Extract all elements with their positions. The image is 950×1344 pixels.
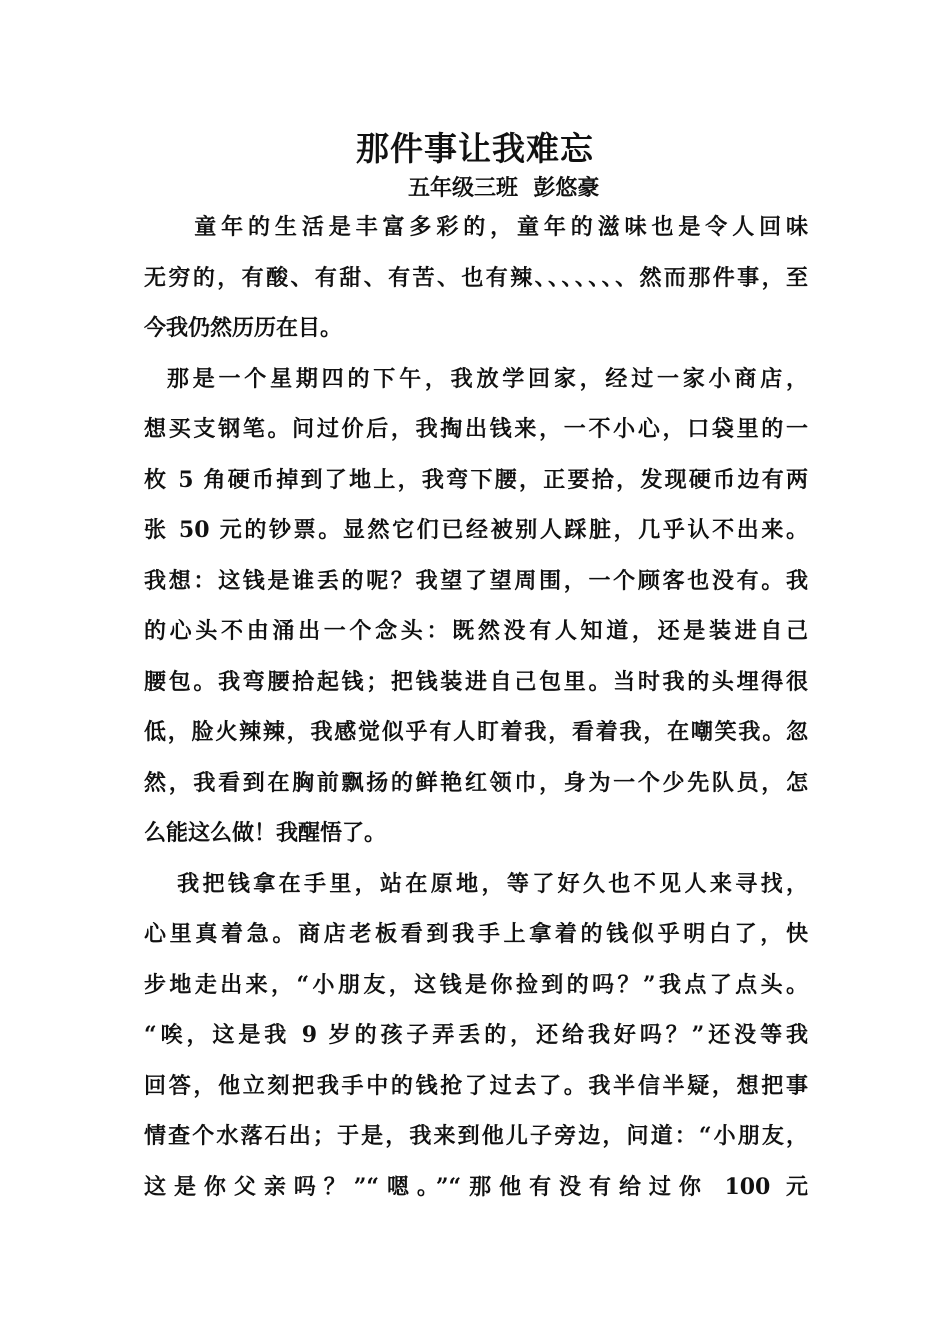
text-line: 么能这么做！我醒悟了。 (144, 820, 387, 846)
text-line: 心里真着急。商店老板看到我手上拿着的钱似乎明白了，快 (144, 921, 808, 947)
text-line: 童年的生活是丰富多彩的，童年的滋味也是令人回味 (144, 214, 808, 240)
text-line: 这是你父亲吗？”“嗯。”“那他有没有给过你 100 元 (144, 1173, 808, 1200)
text-line: 回答，他立刻把我手中的钱抢了过去了。我半信半疑，想把事 (144, 1072, 808, 1099)
text-line: 腰包。我弯腰拾起钱；把钱装进自己包里。当时我的头埋得很 (144, 668, 808, 695)
text-line: 张 50 元的钞票。显然它们已经被别人踩脏，几乎认不出来。 (144, 517, 808, 543)
text-line: 无穷的，有酸、有甜、有苦、也有辣、、、、、、、然而那件事，至 (144, 264, 808, 291)
text-line: 今我仍然历历在目。 (144, 315, 343, 341)
text-line: 枚 5 角硬币掉到了地上，我弯下腰，正要拾，发现硬币边有两 (144, 466, 808, 493)
text-line: 我把钱拿在手里，站在原地，等了好久也不见人来寻找， (144, 870, 808, 897)
text-line: 然，我看到在胸前飘扬的鲜艳红领巾，身为一个少先队员，怎 (144, 769, 808, 796)
text-line: 想买支钢笔。问过价后，我掏出钱来，一不小心，口袋里的一 (144, 416, 808, 442)
text-line: “唉，这是我 9 岁的孩子弄丢的，还给我好吗？”还没等我 (144, 1022, 808, 1048)
document-title: 那件事让我难忘 (356, 129, 594, 168)
paragraph-1 (144, 202, 808, 354)
text-line: 步地走出来，“小朋友，这钱是你捡到的吗？”我点了点头。 (144, 971, 808, 998)
text-line: 的心头不由涌出一个念头：既然没有人知道，还是装进自己 (144, 618, 808, 644)
paragraph-3 (144, 859, 808, 1213)
text-line: 我想：这钱是谁丢的呢？我望了望周围，一个顾客也没有。我 (144, 567, 808, 594)
text-line: 那是一个星期四的下午，我放学回家，经过一家小商店， (144, 365, 808, 392)
essay-body (144, 202, 808, 1212)
author-byline: 五年级三班 彭悠豪 (408, 175, 600, 201)
paragraph-2 (144, 354, 808, 859)
text-line: 低，脸火辣辣，我感觉似乎有人盯着我，看着我，在嘲笑我。忽 (144, 719, 808, 745)
text-line: 情查个水落石出；于是，我来到他儿子旁边，问道：“小朋友， (144, 1123, 808, 1149)
